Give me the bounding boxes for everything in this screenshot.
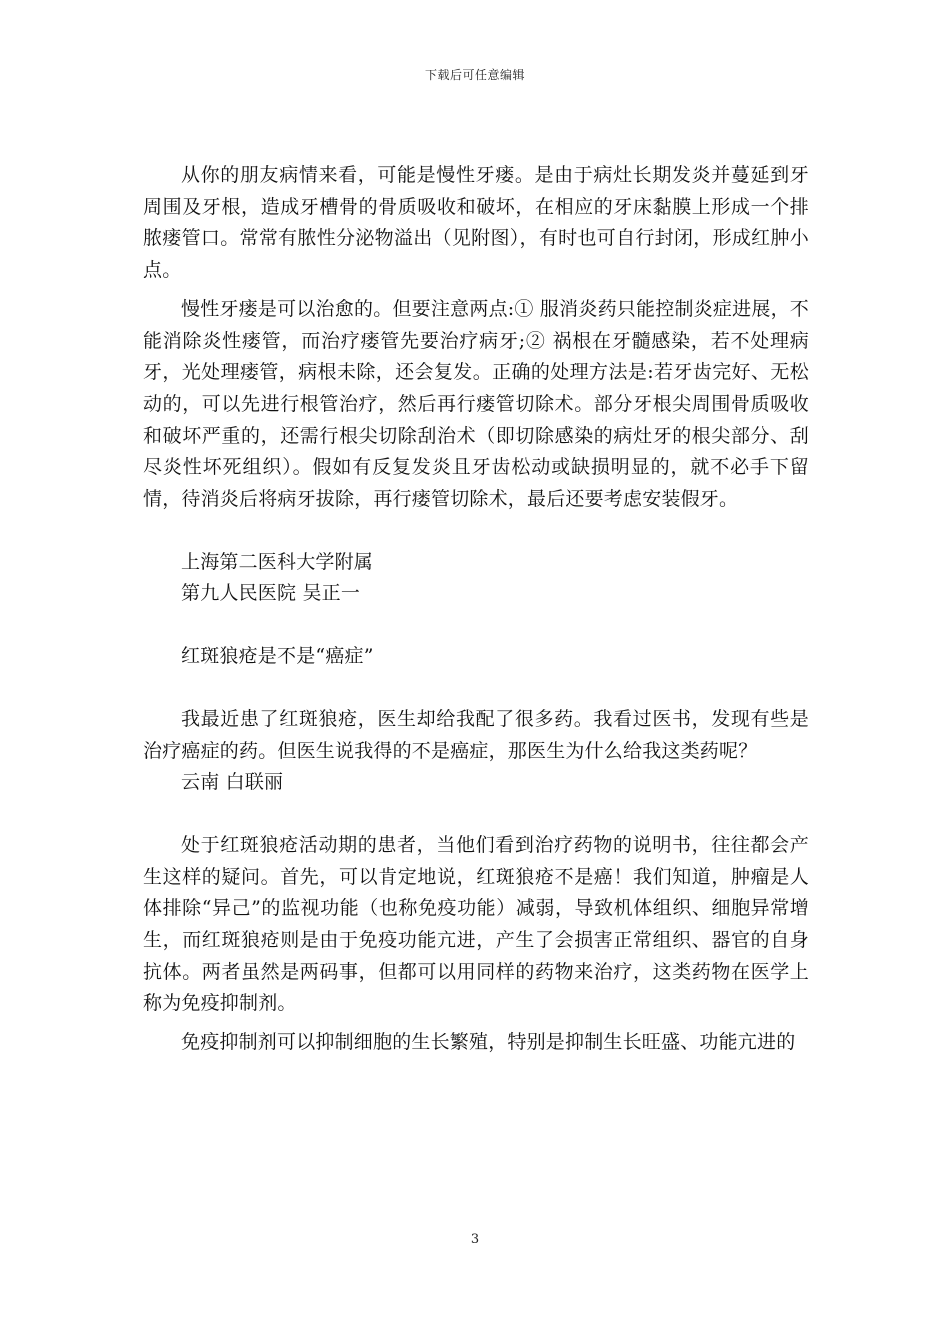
question-title: 红斑狼疮是不是“癌症” — [181, 645, 374, 668]
author-name: 第九人民医院 吴正一 — [181, 582, 361, 605]
answer-paragraph-3: 处于红斑狼疮活动期的患者，当他们看到治疗药物的说明书，往往都会产生这样的疑问。首先，可以肯定地说，红斑狼疮不是癌！我们知道，肿瘤是人体排除“异己”的监视功能（也称免疫功能）减弱，导致机体组织、细胞异常增生，而红斑狼疮则是由于免疫功能亢进，产生了会损害正常组织、器官的自身抗体。两者虽然是两码事，但都可以用同样的药物来治疗，这类药物在医学上称为免疫抑制剂。 — [143, 833, 809, 1015]
page-number: 3 — [470, 1232, 480, 1247]
answer-paragraph-4: 免疫抑制剂可以抑制细胞的生长繁殖，特别是抑制生长旺盛、功能亢进的 — [181, 1031, 796, 1054]
article-body — [143, 160, 809, 1059]
author-affiliation: 上海第二医科大学附属 — [181, 550, 374, 573]
answer-paragraph-2: 慢性牙瘘是可以治愈的。但要注意两点:① 服消炎药只能控制炎症进展，不能消除炎性瘘管，而治疗瘘管先要治疗病牙;② 祸根在牙髓感染，若不处理病牙，光处理瘘管，病根未除，还会复发。正确的处理方法是:若牙齿完好、无松动的，可以先进行根管治疗，然后再行瘘管切除术。部分牙根尖周围骨质吸收和破坏严重的，还需行根尖切除刮治术（即切除感染的病灶牙的根尖部分、刮尽炎性坏死组织）。假如有反复发炎且牙齿松动或缺损明显的，就不必手下留情，待消炎后将病牙拔除，再行瘘管切除术，最后还要考虑安装假牙。 — [143, 297, 809, 511]
asker-name: 云南 白联丽 — [181, 771, 284, 794]
answer-paragraph-1: 从你的朋友病情来看，可能是慢性牙瘘。是由于病灶长期发炎并蔓延到牙周围及牙根，造成牙槽骨的骨质吸收和破坏，在相应的牙床黏膜上形成一个排脓瘘管口。常常有脓性分泌物溢出（见附图），有时也可自行封闭，形成红肿小点。 — [143, 164, 809, 282]
page-header: 下载后可任意编辑 — [424, 68, 525, 82]
question-body: 我最近患了红斑狼疮，医生却给我配了很多药。我看过医书，发现有些是治疗癌症的药。但医生说我得的不是癌症，那医生为什么给我这类药呢？ — [143, 707, 809, 762]
